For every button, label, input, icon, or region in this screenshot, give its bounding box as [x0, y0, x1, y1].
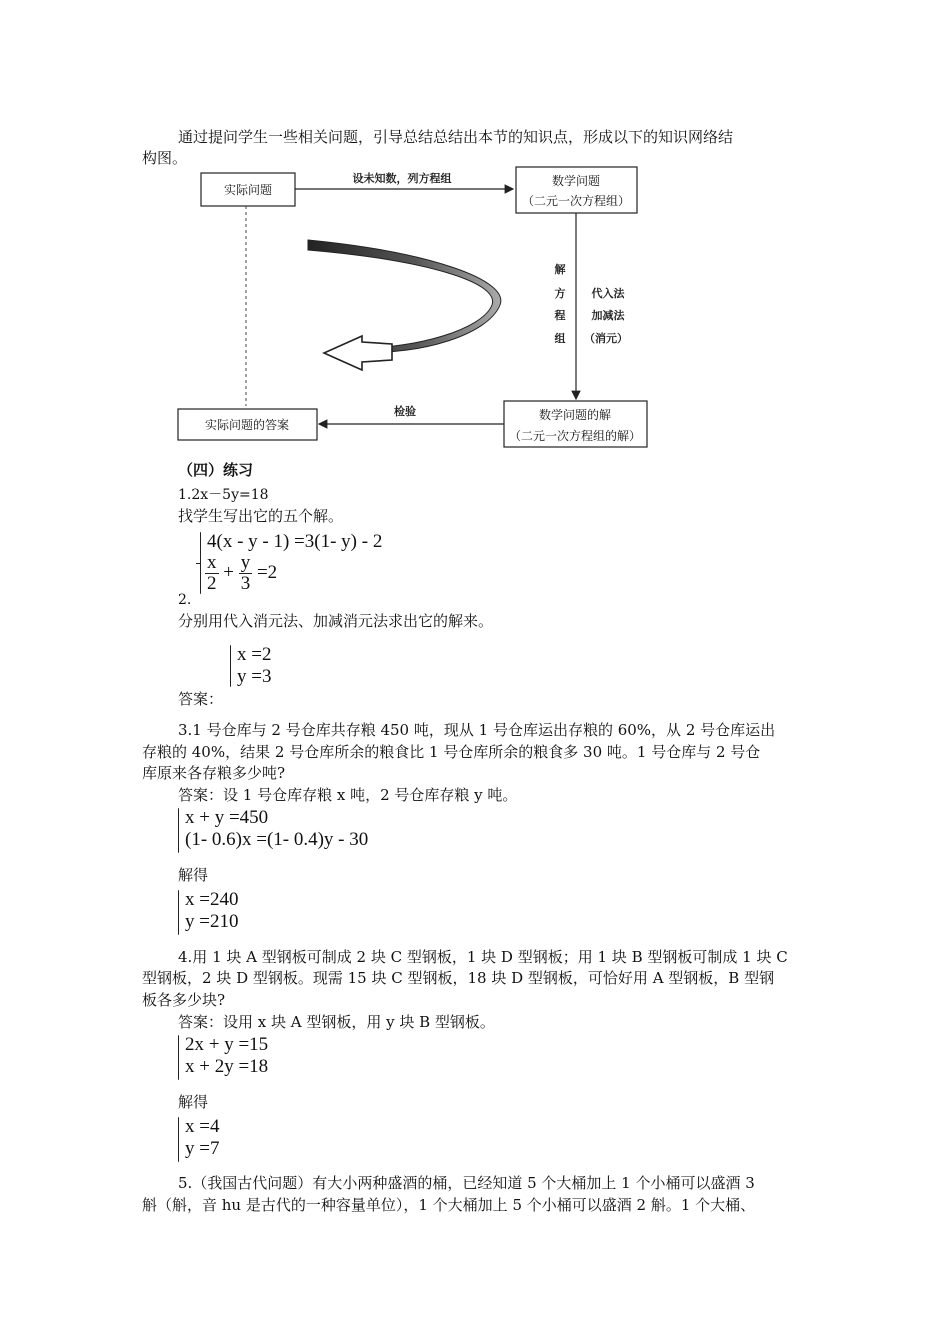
solve-char-2: 方: [554, 287, 566, 300]
q2-brace-tip: [196, 563, 201, 564]
q2-rhs: =2: [256, 561, 278, 583]
q4-answer: 答案：设用 x 块 A 型钢板，用 y 块 B 型钢板。: [178, 1013, 495, 1031]
solve-char-4: 组: [554, 332, 566, 345]
q2-eq2: [205, 553, 277, 594]
box-math-problem-line1: 数学问题: [551, 174, 601, 188]
q4-eq2: x + 2y =18: [185, 1056, 269, 1077]
curved-loop-arrow: [308, 240, 501, 370]
q4-solve-label: 解得: [178, 1093, 209, 1111]
q2-ans1: x =2: [237, 644, 272, 665]
q4-eq1: 2x + y =15: [185, 1034, 269, 1055]
box-math-problem: [516, 167, 637, 213]
q4-sol2: y =7: [185, 1138, 220, 1159]
q2-answer-label: 答案：: [178, 690, 224, 708]
q3-line1: 3.1 号仓库与 2 号仓库共存粮 450 吨，现从 1 号仓库运出存粮的 60%，从 2 号仓库运出: [178, 721, 776, 739]
section-title: （四）练习: [178, 461, 254, 479]
q3-system-brace: [178, 808, 179, 853]
q1-instruction: 找学生写出它的五个解。: [178, 507, 344, 525]
method-elimination: 加减法: [591, 309, 625, 322]
q1-equation: 1.2x－5y=18: [178, 487, 269, 503]
solve-char-3: 程: [554, 309, 566, 322]
q4-system-brace: [178, 1035, 179, 1080]
q2-frac-y: $\frac{y}{3}$: [240, 552, 251, 594]
edge-check-label: 检验: [394, 405, 416, 418]
intro-line-2: 构图。: [142, 149, 188, 167]
intro-line-1: 通过提问学生一些相关问题，引导总结总结出本节的知识点，形成以下的知识网络结: [178, 128, 734, 146]
q3-line3: 库原来各存粮多少吨?: [142, 764, 286, 782]
edge-setup-label: 设未知数，列方程组: [352, 172, 452, 185]
q4-solution-brace: [178, 1117, 179, 1162]
q3-sol1: x =240: [185, 889, 239, 910]
q4-sol1: x =4: [185, 1116, 220, 1137]
box-real-answer-label: 实际问题的答案: [204, 418, 290, 432]
q3-eq1: x + y =450: [185, 807, 269, 828]
box-math-solution: [504, 401, 647, 447]
box-real-problem: [201, 173, 295, 206]
box-math-solution-line2: （二元一次方程组的解）: [508, 429, 642, 443]
box-real-problem-label: 实际问题: [223, 183, 273, 197]
q5-line1: 5.（我国古代问题）有大小两种盛酒的桶，已经知道 5 个大桶加上 1 个小桶可以盛酒 3: [178, 1174, 755, 1192]
q3-eq2: (1- 0.6)x =(1- 0.4)y - 30: [185, 829, 369, 850]
q3-sol2: y =210: [185, 911, 239, 932]
q2-ans2: y =3: [237, 666, 272, 687]
q3-answer: 答案：设 1 号仓库存粮 x 吨，2 号仓库存粮 y 吨。: [178, 786, 518, 804]
q3-solution-brace: [178, 890, 179, 935]
method-note: （消元）: [584, 332, 628, 345]
q2-frac-x: $\frac{x}{2}$: [207, 552, 217, 594]
method-substitution: 代入法: [591, 287, 625, 300]
box-math-solution-line1: 数学问题的解: [538, 408, 612, 422]
q4-line1: 4.用 1 块 A 型钢板可制成 2 块 C 型钢板，1 块 D 型钢板；用 1 块 B 型钢板可制成 1 块 C: [178, 948, 788, 966]
q2-eq1: 4(x - y - 1) =3(1- y) - 2: [207, 531, 383, 552]
q2-instruction: 分别用代入消元法、加减消元法求出它的解来。: [178, 612, 494, 630]
q2-plus: +: [223, 561, 234, 583]
q4-line2: 型钢板，2 块 D 型钢板。现需 15 块 C 型钢板，18 块 D 型钢板，可恰好用 A 型钢板，B 型钢: [142, 969, 775, 987]
box-real-answer: [178, 409, 317, 440]
q5-line2: 斛（斛，音 hu 是古代的一种容量单位），1 个大桶加上 5 个小桶可以盛酒 2 斛。1 个大桶、: [142, 1196, 756, 1214]
box-math-problem-line2: （二元一次方程组）: [521, 194, 631, 208]
q2-number: 2.: [178, 592, 192, 608]
q3-line2: 存粮的 40%，结果 2 号仓库所余的粮食比 1 号仓库所余的粮食多 30 吨。1 号仓库与 2 号仓: [142, 743, 761, 761]
q4-line3: 板各多少块?: [142, 991, 226, 1009]
q3-solve-label: 解得: [178, 866, 209, 884]
solve-char-1: 解: [554, 263, 566, 276]
q2-answer-brace: [230, 645, 231, 687]
knowledge-network-diagram: [170, 160, 660, 455]
